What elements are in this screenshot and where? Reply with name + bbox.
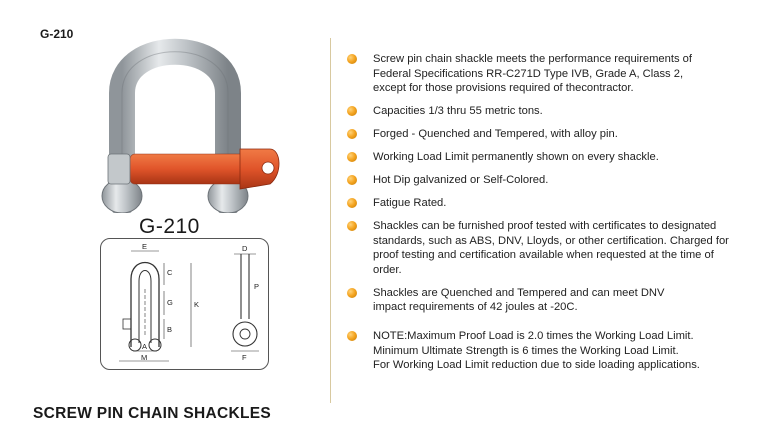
feature-item bbox=[346, 127, 766, 142]
feature-line: Shackles are Quenched and Tempered and can meet DNV bbox=[373, 286, 665, 299]
bullet-icon bbox=[347, 288, 357, 298]
bullet-icon bbox=[347, 106, 357, 116]
feature-line: Minimum Ultimate Strength is 6 times the Working Load Limit. bbox=[373, 344, 679, 357]
feature-item bbox=[346, 173, 766, 188]
dim-label-p: P bbox=[254, 282, 260, 291]
bullet-icon bbox=[347, 175, 357, 185]
feature-line: proof testing and certification available when requested at the time of bbox=[373, 249, 714, 262]
feature-line: Capacities 1/3 thru 55 metric tons. bbox=[373, 105, 543, 118]
feature-item bbox=[346, 219, 766, 277]
dim-label-c: C bbox=[167, 268, 173, 277]
photo-label: G-210 bbox=[139, 215, 200, 238]
dim-label-a: A bbox=[142, 342, 148, 351]
bullet-icon bbox=[347, 129, 357, 139]
feature-item bbox=[346, 52, 766, 96]
shackle-photo bbox=[100, 28, 280, 213]
dim-label-d: D bbox=[242, 244, 248, 253]
feature-line: order. bbox=[373, 263, 402, 276]
bullet-icon bbox=[347, 331, 357, 341]
feature-line: impact requirements of 42 joules at -20C. bbox=[373, 301, 578, 314]
feature-item bbox=[346, 196, 766, 211]
divider bbox=[330, 38, 331, 403]
feature-item bbox=[346, 150, 766, 165]
feature-line: Screw pin chain shackle meets the performance requirements of bbox=[373, 53, 692, 65]
product-code: G-210 bbox=[40, 27, 74, 41]
dim-label-f: F bbox=[242, 353, 247, 362]
feature-line: NOTE:Maximum Proof Load is 2.0 times the Working Load Limit. bbox=[373, 330, 694, 343]
feature-line: Fatigue Rated. bbox=[373, 197, 447, 210]
dim-label-m: M bbox=[141, 353, 148, 362]
bullet-icon bbox=[347, 152, 357, 162]
dim-label-k: K bbox=[194, 300, 200, 309]
footer-title: SCREW PIN CHAIN SHACKLES bbox=[33, 405, 271, 422]
feature-line: standards, such as ABS, DNV, Lloyds, or other certification. Charged for bbox=[373, 234, 729, 247]
bullet-icon bbox=[347, 54, 357, 64]
dimension-drawing bbox=[100, 238, 269, 370]
dim-label-e: E bbox=[142, 242, 148, 251]
feature-line: For Working Load Limit reduction due to side loading applications. bbox=[373, 359, 700, 372]
bullet-icon bbox=[347, 221, 357, 231]
feature-line: Federal Specifications RR-C271D Type IVB, Grade A, Class 2, bbox=[373, 67, 684, 80]
feature-item bbox=[346, 286, 766, 315]
feature-item bbox=[346, 104, 766, 119]
feature-line: Forged - Quenched and Tempered, with alloy pin. bbox=[373, 128, 618, 141]
feature-item-note bbox=[346, 329, 766, 373]
feature-list bbox=[346, 52, 766, 381]
dim-label-g: G bbox=[167, 298, 173, 307]
feature-line: except for those provisions required of thecontractor. bbox=[373, 82, 634, 95]
dim-label-b: B bbox=[167, 325, 173, 334]
feature-line: Hot Dip galvanized or Self-Colored. bbox=[373, 174, 549, 187]
bullet-icon bbox=[347, 198, 357, 208]
feature-line: Working Load Limit permanently shown on every shackle. bbox=[373, 151, 659, 164]
feature-line: Shackles can be furnished proof tested with certificates to designated bbox=[373, 220, 717, 233]
